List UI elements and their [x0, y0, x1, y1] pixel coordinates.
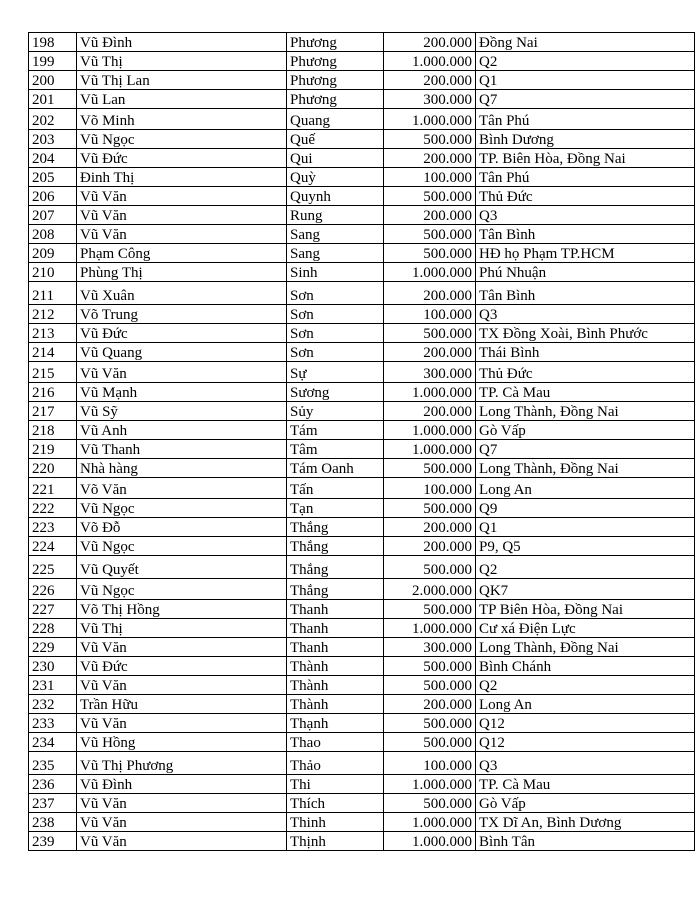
row-number-cell: 222 [29, 499, 77, 518]
given-name-cell: Thành [287, 676, 384, 695]
address-cell: TP. Cà Mau [476, 775, 695, 794]
surname-cell: Võ Thị Hồng [77, 600, 287, 619]
address-cell: Q12 [476, 714, 695, 733]
table-row [29, 619, 695, 638]
address-cell: HĐ họ Phạm TP.HCM [476, 244, 695, 263]
address-cell: Q2 [476, 52, 695, 71]
address-cell: Long An [476, 478, 695, 499]
row-number-cell: 228 [29, 619, 77, 638]
given-name-cell: Phương [287, 90, 384, 109]
amount-cell: 1.000.000 [384, 263, 476, 282]
row-number-cell: 203 [29, 130, 77, 149]
address-cell: Q7 [476, 90, 695, 109]
address-cell: Thái Bình [476, 343, 695, 362]
address-cell: Tân Phú [476, 168, 695, 187]
surname-cell: Vũ Đình [77, 775, 287, 794]
address-cell: Tân Bình [476, 282, 695, 305]
row-number-cell: 220 [29, 459, 77, 478]
given-name-cell: Qui [287, 149, 384, 168]
given-name-cell: Sơn [287, 282, 384, 305]
given-name-cell: Thạnh [287, 714, 384, 733]
address-cell: Q3 [476, 305, 695, 324]
table-row [29, 714, 695, 733]
surname-cell: Vũ Thị [77, 52, 287, 71]
given-name-cell: Thảo [287, 752, 384, 775]
amount-cell: 100.000 [384, 478, 476, 499]
address-cell: TX Dĩ An, Bình Dương [476, 813, 695, 832]
given-name-cell: Quang [287, 109, 384, 130]
address-cell: Q7 [476, 440, 695, 459]
surname-cell: Vũ Thị [77, 619, 287, 638]
table-row [29, 832, 695, 851]
given-name-cell: Quỳ [287, 168, 384, 187]
given-name-cell: Quynh [287, 187, 384, 206]
row-number-cell: 236 [29, 775, 77, 794]
address-cell: Long Thành, Đồng Nai [476, 638, 695, 657]
given-name-cell: Thắng [287, 537, 384, 556]
table-row [29, 421, 695, 440]
surname-cell: Vũ Sỹ [77, 402, 287, 421]
address-cell: Q2 [476, 556, 695, 579]
table-row [29, 556, 695, 579]
address-cell: Q1 [476, 71, 695, 90]
surname-cell: Vũ Ngọc [77, 130, 287, 149]
surname-cell: Phạm Công [77, 244, 287, 263]
given-name-cell: Phương [287, 52, 384, 71]
given-name-cell: Thanh [287, 600, 384, 619]
amount-cell: 500.000 [384, 794, 476, 813]
given-name-cell: Thao [287, 733, 384, 752]
surname-cell: Vũ Thanh [77, 440, 287, 459]
amount-cell: 1.000.000 [384, 52, 476, 71]
row-number-cell: 216 [29, 383, 77, 402]
table-row [29, 263, 695, 282]
table-row [29, 343, 695, 362]
table-row [29, 187, 695, 206]
row-number-cell: 232 [29, 695, 77, 714]
given-name-cell: Tạn [287, 499, 384, 518]
table-row [29, 383, 695, 402]
surname-cell: Vũ Văn [77, 832, 287, 851]
row-number-cell: 223 [29, 518, 77, 537]
table-row [29, 775, 695, 794]
amount-cell: 500.000 [384, 600, 476, 619]
amount-cell: 300.000 [384, 362, 476, 383]
table-row [29, 109, 695, 130]
address-cell: P9, Q5 [476, 537, 695, 556]
surname-cell: Võ Trung [77, 305, 287, 324]
surname-cell: Võ Minh [77, 109, 287, 130]
table-row [29, 305, 695, 324]
given-name-cell: Thanh [287, 619, 384, 638]
amount-cell: 200.000 [384, 537, 476, 556]
amount-cell: 200.000 [384, 518, 476, 537]
table-row [29, 324, 695, 343]
amount-cell: 500.000 [384, 187, 476, 206]
amount-cell: 1.000.000 [384, 619, 476, 638]
surname-cell: Vũ Văn [77, 714, 287, 733]
given-name-cell: Quế [287, 130, 384, 149]
row-number-cell: 204 [29, 149, 77, 168]
given-name-cell: Tám [287, 421, 384, 440]
row-number-cell: 209 [29, 244, 77, 263]
table-row [29, 282, 695, 305]
amount-cell: 500.000 [384, 676, 476, 695]
surname-cell: Vũ Quyết [77, 556, 287, 579]
table-row [29, 206, 695, 225]
amount-cell: 100.000 [384, 305, 476, 324]
amount-cell: 1.000.000 [384, 421, 476, 440]
row-number-cell: 215 [29, 362, 77, 383]
amount-cell: 200.000 [384, 343, 476, 362]
row-number-cell: 217 [29, 402, 77, 421]
address-cell: Bình Dương [476, 130, 695, 149]
address-cell: Long Thành, Đồng Nai [476, 402, 695, 421]
given-name-cell: Sơn [287, 305, 384, 324]
given-name-cell: Thành [287, 695, 384, 714]
table-row [29, 676, 695, 695]
amount-cell: 200.000 [384, 149, 476, 168]
table-row [29, 813, 695, 832]
table-row [29, 733, 695, 752]
given-name-cell: Phương [287, 71, 384, 90]
given-name-cell: Sang [287, 244, 384, 263]
surname-cell: Vũ Văn [77, 676, 287, 695]
row-number-cell: 210 [29, 263, 77, 282]
address-cell: Tân Phú [476, 109, 695, 130]
given-name-cell: Thinh [287, 813, 384, 832]
table-row [29, 794, 695, 813]
amount-cell: 500.000 [384, 733, 476, 752]
given-name-cell: Sự [287, 362, 384, 383]
surname-cell: Vũ Hồng [77, 733, 287, 752]
address-cell: Thủ Đức [476, 362, 695, 383]
amount-cell: 500.000 [384, 225, 476, 244]
row-number-cell: 238 [29, 813, 77, 832]
row-number-cell: 233 [29, 714, 77, 733]
table-row [29, 244, 695, 263]
address-cell: Long An [476, 695, 695, 714]
surname-cell: Vũ Ngọc [77, 579, 287, 600]
amount-cell: 500.000 [384, 657, 476, 676]
row-number-cell: 218 [29, 421, 77, 440]
amount-cell: 1.000.000 [384, 832, 476, 851]
row-number-cell: 237 [29, 794, 77, 813]
amount-cell: 1.000.000 [384, 383, 476, 402]
table-row [29, 130, 695, 149]
address-cell: Bình Tân [476, 832, 695, 851]
amount-cell: 200.000 [384, 71, 476, 90]
given-name-cell: Tâm [287, 440, 384, 459]
surname-cell: Vũ Văn [77, 225, 287, 244]
amount-cell: 300.000 [384, 90, 476, 109]
row-number-cell: 221 [29, 478, 77, 499]
amount-cell: 200.000 [384, 206, 476, 225]
row-number-cell: 226 [29, 579, 77, 600]
surname-cell: Vũ Văn [77, 206, 287, 225]
surname-cell: Vũ Văn [77, 638, 287, 657]
surname-cell: Vũ Ngọc [77, 499, 287, 518]
given-name-cell: Thanh [287, 638, 384, 657]
row-number-cell: 201 [29, 90, 77, 109]
amount-cell: 1.000.000 [384, 109, 476, 130]
address-cell: Q3 [476, 752, 695, 775]
surname-cell: Phùng Thị [77, 263, 287, 282]
amount-cell: 200.000 [384, 402, 476, 421]
row-number-cell: 234 [29, 733, 77, 752]
amount-cell: 1.000.000 [384, 775, 476, 794]
surname-cell: Vũ Văn [77, 813, 287, 832]
amount-cell: 500.000 [384, 244, 476, 263]
address-cell: Gò Vấp [476, 421, 695, 440]
address-cell: Đồng Nai [476, 33, 695, 52]
amount-cell: 1.000.000 [384, 813, 476, 832]
amount-cell: 500.000 [384, 459, 476, 478]
amount-cell: 100.000 [384, 168, 476, 187]
given-name-cell: Tám Oanh [287, 459, 384, 478]
amount-cell: 2.000.000 [384, 579, 476, 600]
surname-cell: Vũ Đức [77, 657, 287, 676]
row-number-cell: 198 [29, 33, 77, 52]
table-row [29, 478, 695, 499]
table-row [29, 579, 695, 600]
amount-cell: 200.000 [384, 695, 476, 714]
row-number-cell: 206 [29, 187, 77, 206]
row-number-cell: 205 [29, 168, 77, 187]
surname-cell: Vũ Ngọc [77, 537, 287, 556]
surname-cell: Trần Hữu [77, 695, 287, 714]
surname-cell: Võ Văn [77, 478, 287, 499]
row-number-cell: 211 [29, 282, 77, 305]
amount-cell: 100.000 [384, 752, 476, 775]
address-cell: Q1 [476, 518, 695, 537]
row-number-cell: 212 [29, 305, 77, 324]
address-cell: Q3 [476, 206, 695, 225]
amount-cell: 200.000 [384, 33, 476, 52]
row-number-cell: 239 [29, 832, 77, 851]
table-row [29, 71, 695, 90]
surname-cell: Võ Đỗ [77, 518, 287, 537]
address-cell: TP Biên Hòa, Đồng Nai [476, 600, 695, 619]
given-name-cell: Sủy [287, 402, 384, 421]
surname-cell: Vũ Lan [77, 90, 287, 109]
surname-cell: Vũ Thị Lan [77, 71, 287, 90]
table-row [29, 752, 695, 775]
row-number-cell: 208 [29, 225, 77, 244]
amount-cell: 500.000 [384, 130, 476, 149]
given-name-cell: Sang [287, 225, 384, 244]
address-cell: Bình Chánh [476, 657, 695, 676]
row-number-cell: 207 [29, 206, 77, 225]
surname-cell: Nhà hàng [77, 459, 287, 478]
row-number-cell: 227 [29, 600, 77, 619]
address-cell: TP. Cà Mau [476, 383, 695, 402]
address-cell: Tân Bình [476, 225, 695, 244]
given-name-cell: Thắng [287, 579, 384, 600]
table-body [29, 33, 695, 851]
table-row [29, 459, 695, 478]
address-cell: TP. Biên Hòa, Đồng Nai [476, 149, 695, 168]
given-name-cell: Thành [287, 657, 384, 676]
surname-cell: Vũ Quang [77, 343, 287, 362]
given-name-cell: Sơn [287, 324, 384, 343]
address-cell: Long Thành, Đồng Nai [476, 459, 695, 478]
table-row [29, 638, 695, 657]
surname-cell: Vũ Mạnh [77, 383, 287, 402]
row-number-cell: 202 [29, 109, 77, 130]
address-cell: Gò Vấp [476, 794, 695, 813]
surname-cell: Đinh Thị [77, 168, 287, 187]
amount-cell: 200.000 [384, 282, 476, 305]
given-name-cell: Sơn [287, 343, 384, 362]
table-row [29, 225, 695, 244]
address-cell: TX Đồng Xoài, Bình Phước [476, 324, 695, 343]
table-row [29, 440, 695, 459]
given-name-cell: Thịnh [287, 832, 384, 851]
table-row [29, 499, 695, 518]
address-cell: Phú Nhuận [476, 263, 695, 282]
address-cell: Cư xá Điện Lực [476, 619, 695, 638]
table-row [29, 52, 695, 71]
row-number-cell: 200 [29, 71, 77, 90]
table-row [29, 600, 695, 619]
row-number-cell: 229 [29, 638, 77, 657]
amount-cell: 500.000 [384, 714, 476, 733]
surname-cell: Vũ Văn [77, 362, 287, 383]
table-row [29, 168, 695, 187]
table-row [29, 695, 695, 714]
given-name-cell: Thắng [287, 556, 384, 579]
table-row [29, 33, 695, 52]
given-name-cell: Rung [287, 206, 384, 225]
amount-cell: 500.000 [384, 324, 476, 343]
given-name-cell: Thích [287, 794, 384, 813]
table-row [29, 362, 695, 383]
row-number-cell: 225 [29, 556, 77, 579]
surname-cell: Vũ Đức [77, 149, 287, 168]
table-row [29, 149, 695, 168]
row-number-cell: 224 [29, 537, 77, 556]
surname-cell: Vũ Xuân [77, 282, 287, 305]
surname-cell: Vũ Thị Phương [77, 752, 287, 775]
given-name-cell: Phương [287, 33, 384, 52]
given-name-cell: Thi [287, 775, 384, 794]
amount-cell: 300.000 [384, 638, 476, 657]
table-row [29, 90, 695, 109]
surname-cell: Vũ Văn [77, 794, 287, 813]
table-row [29, 518, 695, 537]
address-cell: QK7 [476, 579, 695, 600]
surname-cell: Vũ Văn [77, 187, 287, 206]
surname-cell: Vũ Đình [77, 33, 287, 52]
row-number-cell: 199 [29, 52, 77, 71]
table-row [29, 402, 695, 421]
given-name-cell: Sinh [287, 263, 384, 282]
surname-cell: Vũ Đức [77, 324, 287, 343]
given-name-cell: Thắng [287, 518, 384, 537]
amount-cell: 500.000 [384, 499, 476, 518]
address-cell: Q12 [476, 733, 695, 752]
table-row [29, 537, 695, 556]
address-cell: Q2 [476, 676, 695, 695]
document-page [28, 32, 695, 851]
row-number-cell: 219 [29, 440, 77, 459]
address-cell: Q9 [476, 499, 695, 518]
amount-cell: 1.000.000 [384, 440, 476, 459]
address-cell: Thủ Đức [476, 187, 695, 206]
surname-cell: Vũ Anh [77, 421, 287, 440]
row-number-cell: 231 [29, 676, 77, 695]
amount-cell: 500.000 [384, 556, 476, 579]
row-number-cell: 213 [29, 324, 77, 343]
row-number-cell: 235 [29, 752, 77, 775]
donor-table [28, 32, 695, 851]
row-number-cell: 230 [29, 657, 77, 676]
given-name-cell: Tấn [287, 478, 384, 499]
given-name-cell: Sương [287, 383, 384, 402]
table-row [29, 657, 695, 676]
row-number-cell: 214 [29, 343, 77, 362]
